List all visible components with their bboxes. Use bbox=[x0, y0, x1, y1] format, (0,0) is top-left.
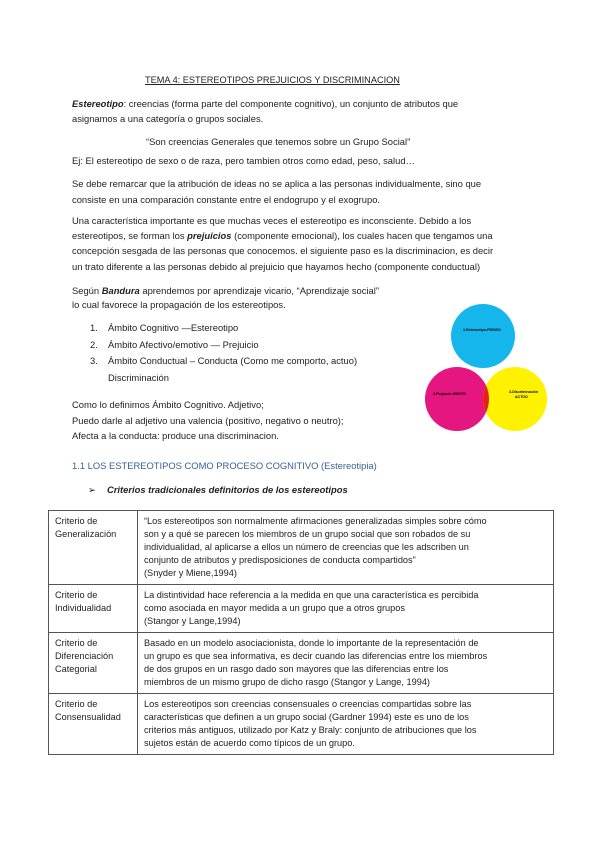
prejuicios-term: prejuicios bbox=[187, 230, 232, 241]
definition-line-2: asignamos a una categoría o grupos sociales. bbox=[72, 113, 264, 124]
ambitos-list bbox=[90, 320, 357, 386]
para2-line-3: concepción sesgada de las personas que conocemos. el siguiente paso es la discriminacion, es decir bbox=[72, 245, 494, 256]
para2-line-2: estereotipos, se forman los prejuicios (componente emocional), los cuales hacen que tengamos una bbox=[72, 230, 493, 241]
para1-line-2: consiste en una comparación constante entre el endogrupo y el exogrupo. bbox=[72, 194, 381, 205]
criteria-table bbox=[48, 510, 554, 755]
section-heading: 1.1 LOS ESTEREOTIPOS COMO PROCESO COGNITIVO (Estereotipia) bbox=[72, 460, 377, 471]
criterion-name: Criterio de Individualidad bbox=[49, 585, 138, 633]
quote: “Son creencias Generales que tenemos sobre un Grupo Social” bbox=[146, 136, 411, 147]
definition-term: Estereotipo bbox=[72, 98, 124, 109]
table-row bbox=[49, 511, 554, 585]
venn-circle-prejuicio bbox=[425, 367, 489, 431]
para4-line-3: Afecta a la conducta: produce una discriminacion. bbox=[72, 430, 279, 441]
venn-circle-discriminacion bbox=[483, 367, 547, 431]
venn-label-top: 1-Estereotipo-PIENSO bbox=[463, 328, 501, 332]
para3-line-2: lo cual favorece la propagación de los estereotipos. bbox=[72, 299, 286, 310]
venn-label-right-sub: ACTÚO bbox=[515, 395, 528, 399]
venn-label-left: 2-Prejuicio-SIENTO bbox=[433, 392, 466, 396]
arrow-bullet-icon: ➢ bbox=[88, 484, 96, 495]
list-item: Discriminación bbox=[108, 371, 169, 383]
criterion-name: Criterio de Generalización bbox=[49, 511, 138, 585]
para4-line-1: Como lo definimos Ámbito Cognitivo. Adjetivo; bbox=[72, 399, 264, 410]
table-row bbox=[49, 633, 554, 694]
definition-line-1: Estereotipo: creencias (forma parte del componente cognitivo), un conjunto de atributos que bbox=[72, 98, 459, 109]
para3-line-1: Según Bandura aprendemos por aprendizaje vicario, “Aprendizaje social” bbox=[72, 285, 379, 296]
para1-line-1: Se debe remarcar que la atribución de ideas no se aplica a las personas individualmente, sino que bbox=[72, 178, 482, 189]
criterion-description: La distintividad hace referencia a la medida en que una característica es percibida como asociada en mayor medida a un grupo que a otros grupos (Stangor y Lange,1994) bbox=[138, 585, 554, 633]
criterion-description: “Los estereotipos son normalmente afirmaciones generalizadas simples sobre cómo son y a qué se parecen los miembros de un grupo social que son robados de su individualidad, al aplicarse a ellos un número de creencias que les adscriben un conjunto de atributos y predisposiciones de conducta compartidos” (Snyder y Miene,1994) bbox=[138, 511, 554, 585]
table-row bbox=[49, 694, 554, 755]
list-item: 1. Ámbito Cognitivo —Estereotipo bbox=[90, 322, 239, 333]
criterion-description: Basado en un modelo asociacionista, donde lo importante de la representación de un grupo es que sea informativa, es decir cuando las diferencias entre los miembros de dos grupos en un rasgo dado son mayores que las diferencias entre los miembros de un mismo grupo de dicho rasgo (Stangor y Lange, 1994) bbox=[138, 633, 554, 694]
subsection-heading: Criterios tradicionales definitorios de los estereotipos bbox=[107, 484, 348, 495]
venn-label-right: 3-Discriminación bbox=[509, 390, 538, 394]
list-item: 3. Ámbito Conductual – Conducta (Como me comporto, actuo) bbox=[90, 355, 358, 366]
criterion-description: Los estereotipos son creencias consensuales o creencias compartidas sobre las características que definen a un grupo social (Gardner 1994) este es uno de los criterios más antiguos, utilizado por Katz y Braly: conjunto de atribuciones que los sujetos están de acuerdo como típicos de un grupo. bbox=[138, 694, 554, 755]
table-row bbox=[49, 585, 554, 633]
criterion-name: Criterio de Consensualidad bbox=[49, 694, 138, 755]
criterion-name: Criterio de Diferenciación Categorial bbox=[49, 633, 138, 694]
list-item: 2. Ámbito Afectivo/emotivo — Prejuicio bbox=[90, 338, 259, 350]
bandura-term: Bandura bbox=[101, 285, 140, 296]
document-title: TEMA 4: ESTEREOTIPOS PREJUICIOS Y DISCRIMINACION bbox=[145, 75, 400, 85]
para2-line-4: un trato diferente a las personas debido al prejuicio que hayamos hecho (componente conductual) bbox=[72, 261, 481, 272]
venn-diagram bbox=[418, 302, 583, 437]
para4-line-2: Puedo darle al adjetivo una valencia (positivo, negativo o neutro); bbox=[72, 415, 344, 426]
para2-line-1: Una característica importante es que muchas veces el estereotipo es inconsciente. Debido a los bbox=[72, 215, 472, 226]
example: Ej: El estereotipo de sexo o de raza, pero tambien otros como edad, peso, salud… bbox=[72, 155, 415, 166]
venn-circle-estereotipo bbox=[451, 304, 515, 368]
